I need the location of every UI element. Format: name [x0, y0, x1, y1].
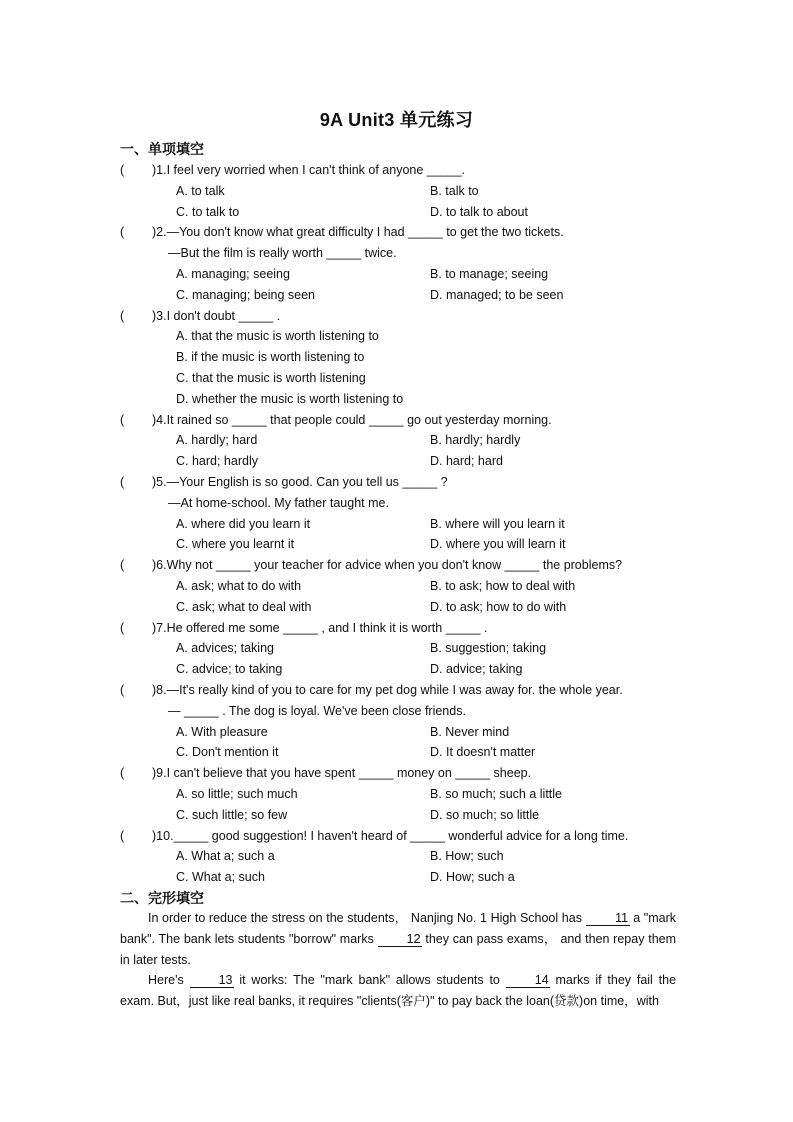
option-c[interactable]: C. What a; such: [176, 870, 265, 885]
option-c[interactable]: C. where you learnt it: [176, 537, 295, 552]
cloze-text: marks if they fail the exam. But，just like real banks, it requires "clients(客户)" to pay back the loan(贷款)on time，with: [120, 973, 677, 1008]
cloze-blank-14[interactable]: 14: [506, 973, 550, 988]
option-c[interactable]: C. Don't mention it: [176, 745, 279, 760]
option-d[interactable]: D. advice; taking: [430, 662, 523, 677]
cloze-paragraph-2: [120, 970, 676, 1012]
option-a[interactable]: A. where did you learn it: [176, 516, 311, 531]
number-dot: .: [163, 766, 167, 781]
option-d[interactable]: D. How; such a: [430, 870, 515, 885]
answer-bracket[interactable]: (: [120, 412, 125, 427]
cloze-paragraph-1: [120, 908, 676, 971]
question-stem: He offered me some _____ , and I think it is worth _____ .: [166, 620, 488, 635]
option-d[interactable]: D. hard; hard: [430, 454, 503, 469]
page-title: 9A Unit3 单元练习: [319, 110, 474, 130]
question-number: 10: [156, 828, 171, 843]
question-number: 9: [156, 766, 164, 781]
answer-bracket-close: ): [152, 412, 157, 427]
question-number: 6: [156, 558, 164, 573]
option-c[interactable]: C. to talk to: [176, 204, 240, 219]
question-8: [120, 680, 680, 701]
question-stem: _____ good suggestion! I haven't heard of _____ wonderful advice for a long time.: [173, 828, 629, 843]
question-4: [120, 410, 680, 431]
number-dot: .: [163, 683, 167, 697]
question-stem: —Your English is so good. Can you tell us _____ ?: [166, 475, 448, 489]
option-b[interactable]: B. where will you learn it: [430, 516, 565, 531]
question-stem: I feel very worried when I can't think of anyone _____.: [166, 163, 466, 177]
option-b[interactable]: B. to ask; how to deal with: [430, 579, 576, 593]
option-d[interactable]: D. where you will learn it: [430, 537, 566, 552]
option-b[interactable]: B. talk to: [430, 183, 479, 198]
answer-bracket-close: ): [152, 163, 157, 177]
answer-bracket-close: ): [152, 558, 157, 573]
question-dialogue-reply: — _____ . The dog is loyal. We've been close friends.: [168, 703, 466, 718]
option-a[interactable]: A. that the music is worth listening to: [176, 329, 379, 344]
answer-bracket[interactable]: (: [120, 308, 125, 323]
option-c[interactable]: C. managing; being seen: [176, 287, 315, 302]
option-a[interactable]: A. ask; what to do with: [176, 579, 302, 593]
option-c[interactable]: C. advice; to taking: [176, 662, 283, 677]
option-b[interactable]: B. if the music is worth listening to: [176, 350, 365, 365]
cloze-text: it works: The "mark bank" allows students to: [233, 973, 506, 987]
question-number: 4: [156, 412, 164, 427]
answer-bracket-close: ): [152, 828, 157, 843]
option-c[interactable]: C. hard; hardly: [176, 454, 258, 469]
option-a[interactable]: A. With pleasure: [176, 724, 268, 739]
question-number: 2: [156, 225, 164, 240]
question-stem: Why not _____ your teacher for advice when you don't know _____ the problems?: [166, 558, 623, 573]
number-dot: .: [163, 558, 167, 573]
answer-bracket-close: ): [152, 766, 157, 781]
cloze-text: In order to reduce the stress on the students， Nanjing No. 1 High School has: [148, 911, 586, 925]
answer-bracket[interactable]: (: [120, 558, 125, 573]
cloze-blank-12[interactable]: 12: [378, 932, 422, 947]
option-a[interactable]: A. hardly; hard: [176, 433, 258, 448]
option-a[interactable]: A. managing; seeing: [176, 267, 290, 281]
answer-bracket[interactable]: (: [120, 620, 125, 635]
option-c[interactable]: C. such little; so few: [176, 807, 288, 822]
question-3: [120, 306, 680, 327]
option-d[interactable]: D. to talk to about: [430, 204, 528, 219]
option-b[interactable]: B. to manage; seeing: [430, 267, 549, 281]
option-d[interactable]: D. It doesn't matter: [430, 745, 536, 760]
answer-bracket-close: ): [152, 620, 157, 635]
answer-bracket-close: ): [152, 475, 157, 489]
answer-bracket[interactable]: (: [120, 766, 125, 781]
option-a[interactable]: A. to talk: [176, 183, 225, 198]
section-heading-multiple-choice: 一、单项填空: [120, 141, 204, 157]
question-stem: —You don't know what great difficulty I had _____ to get the two tickets.: [166, 225, 564, 240]
question-10: [120, 826, 680, 847]
answer-bracket[interactable]: (: [120, 163, 125, 177]
answer-bracket[interactable]: (: [120, 828, 125, 843]
question-6: [120, 555, 680, 576]
question-9: [120, 763, 680, 784]
question-dialogue-reply: —But the film is really worth _____ twice.: [168, 246, 397, 261]
option-d[interactable]: D. whether the music is worth listening to: [176, 391, 404, 406]
option-a[interactable]: A. so little; such much: [176, 787, 298, 801]
question-dialogue-reply: —At home-school. My father taught me.: [168, 495, 389, 510]
option-c[interactable]: C. that the music is worth listening: [176, 371, 366, 385]
question-number: 1: [156, 163, 164, 177]
answer-bracket-close: ): [152, 225, 157, 240]
number-dot: .: [163, 163, 167, 177]
cloze-blank-13[interactable]: 13: [190, 973, 234, 988]
answer-bracket[interactable]: (: [120, 683, 125, 697]
option-d[interactable]: D. managed; to be seen: [430, 287, 564, 302]
question-number: 8: [156, 683, 164, 697]
answer-bracket[interactable]: (: [120, 225, 125, 240]
cloze-text: they can pass exams， and then repay them in later tests.: [120, 932, 677, 967]
option-d[interactable]: D. to ask; how to do with: [430, 599, 567, 614]
option-b[interactable]: B. hardly; hardly: [430, 433, 521, 448]
number-dot: .: [170, 828, 174, 843]
question-5: [120, 472, 680, 493]
option-a[interactable]: A. What a; such a: [176, 849, 275, 864]
number-dot: .: [163, 308, 167, 323]
option-d[interactable]: D. so much; so little: [430, 807, 540, 822]
option-b[interactable]: B. How; such: [430, 849, 504, 864]
number-dot: .: [163, 475, 167, 489]
number-dot: .: [163, 225, 167, 240]
question-stem: I can't believe that you have spent _____ money on _____ sheep.: [166, 766, 532, 781]
question-stem: I don't doubt _____ .: [166, 308, 281, 323]
section-heading-cloze: 二、完形填空: [120, 890, 204, 906]
question-stem: It rained so _____ that people could _____ go out yesterday morning.: [166, 412, 552, 427]
cloze-text: Here's: [148, 973, 190, 987]
option-b[interactable]: B. Never mind: [430, 724, 510, 739]
answer-bracket-close: ): [152, 308, 157, 323]
question-number: 5: [156, 475, 164, 489]
cloze-blank-11[interactable]: 11: [586, 911, 630, 926]
option-c[interactable]: C. ask; what to deal with: [176, 599, 312, 614]
option-b[interactable]: B. suggestion; taking: [430, 641, 547, 656]
number-dot: .: [163, 620, 167, 635]
question-1: [120, 160, 680, 181]
question-number: 3: [156, 308, 164, 323]
answer-bracket[interactable]: (: [120, 475, 125, 489]
option-a[interactable]: A. advices; taking: [176, 641, 274, 656]
answer-bracket-close: ): [152, 683, 157, 697]
question-number: 7: [156, 620, 164, 635]
cloze-text: a "mark bank". The bank lets students "borrow" marks: [120, 911, 676, 946]
question-stem: —It's really kind of you to care for my pet dog while I was away for. the whole year.: [166, 683, 623, 697]
number-dot: .: [163, 412, 167, 427]
question-2: [120, 222, 680, 243]
question-7: [120, 618, 680, 639]
option-b[interactable]: B. so much; such a little: [430, 787, 563, 801]
